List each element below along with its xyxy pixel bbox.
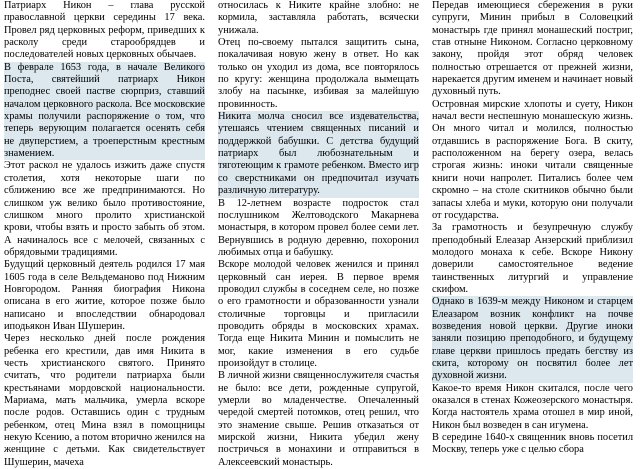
text-column-1: [4, 0, 205, 468]
paragraph: В личной жизни священнослужителя счастья не было: все дети, рожденные супругой, умерли во младенчестве. Опечаленный чередой смертей потомков, отец решил, что это знамение свыше. Решив отказаться от мирской жизни, Никита убедил жену постричься в монахини и отправиться в Алексеевский монастырь.: [218, 370, 419, 468]
paragraph: относилась к Никите крайне злобно: не кормила, заставляла работать, всячески унижала.: [218, 0, 419, 36]
paragraph: В феврале 1653 года, в начале Великого Поста, святейший патриарх Никон преподнес своей пастве сюрприз, ставший началом церковного раскола. Все московские храмы получили распоряжение о том, что теперь верующим полагается осенять себя не двуперстием, а троеперстным крестным знамением.: [4, 61, 205, 160]
paragraph: Никита молча сносил все издевательства, утешаясь чтением священных писаний и поддержкой бабушки. С детства будущий патриарх был любознательным и тяготеющим к грамоте ребенком. Вместо игр со сверстниками он предпочитал изучать различную литературу.: [218, 111, 419, 197]
paragraph: Какое-то время Никон скитался, после чего оказался в стенах Кожеозерского монастыря. Когда настоятель храма отошел в мир иной, Никон был возведен в сан игумена.: [432, 382, 633, 431]
paragraph: Однако в 1639-м между Никоном и старцем Елеазаром возник конфликт на почве возведения новой церкви. Другие иноки заняли позицию преподобного, и будущему главе церкви пришлось предать бегству из скита, которому он посвятил более лет духовной жизни.: [432, 296, 633, 382]
paragraph: Островная мирские хлопоты и суету, Никон начал вести неспешную монашескую жизнь. Он много читал и молился, полностью отдавшись в распоряжение Бога. В скиту, расположенном на берегу озера, велась строгая жизнь: иноки читали священные книги ночи напролет. Питались более чем скромно – на столе скитников обычно были запасы хлеба и муки, которую они получали от государства.: [432, 98, 633, 221]
paragraph: Патриарх Никон – глава русской православной церкви середины 17 века. Провел ряд церковных реформ, приведших к расколу среди старообрядцев и последователей новых церковных обычаев.: [4, 0, 205, 61]
paragraph: В середине 1640-х священник вновь посетил Москву, теперь уже с целью сбора: [432, 432, 633, 456]
paragraph: Передав имеющиеся сбережения в руки супруги, Минин прибыл в Соловецкий монастырь где принял монашеский постриг, став отныне Никоном. Согласно церковному закону, пройдя этот обряд человек полностью отрешается от прежней жизни, нарекается другим именем и начинает новый духовный путь.: [432, 0, 633, 98]
text-column-2: [218, 0, 419, 468]
text-column-3: [432, 0, 633, 456]
paragraph: В 12-летнем возрасте подросток стал послушником Желтоводского Макарнева монастыря, в котором провел более семи лет. Вернувшись в родную деревню, похоронил любимых отца и бабушку.: [218, 197, 419, 258]
paragraph: Через несколько дней после рождения ребенка его крестили, дав имя Никита в честь христианского святого. Принято считать, что родители патриарха были крестьянами мордовской национальности. Мариама, мать мальчика, умерла вскоре после родов. Оставшись один с трудным ребенком, отец Мина взял в помощницы некую Ксению, а потом вторично женился на женщине с детьми. Как свидетельствует Шушерин, мачеха: [4, 333, 205, 468]
paragraph: Вскоре молодой человек женился и принял церковный сан иерея. В первое время проводил службы в соседнем селе, но позже о его грамотности и образованности узнали столичные торговцы и пригласили проводить обряды в московских храмах. Тогда еще Никита Минин и помыслить не мог, какие изменения в его судьбе произойдут в столице.: [218, 259, 419, 369]
paragraph: За грамотность и безупречную службу преподобный Елеазар Анзерский приблизил молодого монаха к себе. Вскоре Никону доверили самостоятельное ведение таинственных литургий и управление скифом.: [432, 222, 633, 295]
paragraph: Будущий церковный деятель родился 17 мая 1605 года в селе Вельдеманово под Нижним Новгородом. Ранняя биография Никона описана в его житие, которое позже было написано и впоследствии обнародовал иподьякон Иван Шушерин.: [4, 259, 205, 332]
paragraph: Отец по-своему пытался защитить сына, покалачивая новую жену в ответ. Но как только он уходил из дома, все повторялось по кругу: женщина продолжала вымещать злобу на пасынке, избивая за малейшую провинность.: [218, 37, 419, 110]
paragraph: Этот раскол не удалось изжить даже спустя столетия, хотя некоторые шаги по сближению все же предпринимаются. Но слишком уж велико было противостояние, слишком много пролито христианской крови, чтобы взять и просто забыть об этом. А начиналось все с мелочей, связанных с обрядовыми традициями.: [4, 160, 205, 258]
